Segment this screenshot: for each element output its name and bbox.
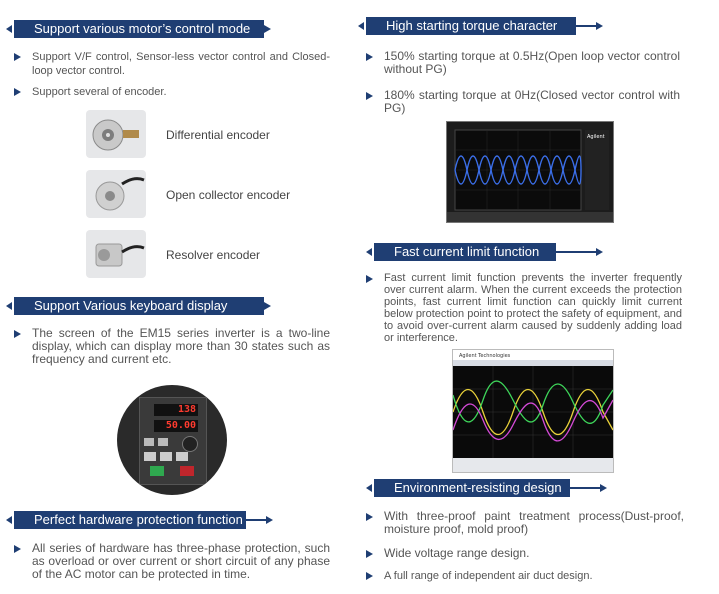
bullet-icon: [366, 275, 373, 283]
bullet-icon: [366, 550, 373, 558]
header-tip-icon: [266, 516, 273, 524]
section-title: Support Various keyboard display: [14, 297, 264, 315]
list-item: Support V/F control, Sensor-less vector control and Closed-loop vector control.: [14, 50, 330, 78]
bullet-icon: [366, 513, 373, 521]
header-arrow-icon: [366, 484, 372, 492]
header-arrow-icon: [358, 22, 364, 30]
header-tip-icon: [596, 22, 603, 30]
bullet-icon: [14, 53, 21, 61]
display-line-2: 50.00: [154, 420, 198, 432]
list-item: A full range of independent air duct design.: [366, 569, 684, 583]
section-title: Perfect hardware protection function: [14, 511, 246, 529]
list-item: All series of hardware has three-phase protection, such as overload or over current or short circuit of any phase of the AC motor can be protected in time.: [14, 542, 330, 581]
header-tip-icon: [596, 248, 603, 256]
header-tip-icon: [264, 302, 271, 310]
encoder-label: Differential encoder: [166, 128, 270, 142]
open-collector-encoder-image: [86, 170, 146, 218]
header-tip-icon: [264, 25, 271, 33]
list-item: With three-proof paint treatment process(Dust-proof, moisture proof, mold proof): [366, 510, 684, 536]
section-title: Support various motor’s control mode: [14, 20, 264, 38]
bullet-icon: [14, 88, 21, 96]
list-item: Wide voltage range design.: [366, 547, 684, 560]
header-tip-icon: [600, 484, 607, 492]
current-oscilloscope-screenshot: [452, 349, 614, 473]
bullet-icon: [366, 53, 373, 61]
differential-encoder-image: [86, 110, 146, 158]
scope-brand: Agilent: [587, 134, 605, 140]
list-item: Support several of encoder.: [14, 85, 330, 99]
list-item: Fast current limit function prevents the inverter frequently over current alarm. When the current exceeds the protection points, fast current limit function can quickly limit current below protection point to protect the safety of equipment, and to avoid over-current alarm caused by suddenly adding load or interference.: [366, 272, 682, 344]
torque-oscilloscope-screenshot: [446, 121, 614, 223]
header-arrow-icon: [6, 302, 12, 310]
header-arrow-icon: [6, 25, 12, 33]
section-title: Fast current limit function: [374, 243, 556, 261]
encoder-label: Open collector encoder: [166, 188, 291, 202]
bullet-icon: [14, 330, 21, 338]
list-item: 150% starting torque at 0.5Hz(Open loop vector control without PG): [366, 50, 680, 76]
encoder-label: Resolver encoder: [166, 248, 261, 262]
scope-brand: Agilent Technologies: [459, 353, 511, 359]
list-item: 180% starting torque at 0Hz(Closed vector control with PG): [366, 89, 680, 115]
header-arrow-icon: [6, 516, 12, 524]
bullet-icon: [14, 545, 21, 553]
keypad-photo: [117, 385, 227, 495]
resolver-encoder-image: [86, 230, 146, 278]
header-arrow-icon: [366, 248, 372, 256]
bullet-icon: [366, 572, 373, 580]
section-title: High starting torque character: [366, 17, 576, 35]
bullet-icon: [366, 92, 373, 100]
display-line-1: 138: [154, 404, 198, 416]
section-title: Environment-resisting design: [374, 479, 570, 497]
list-item: The screen of the EM15 series inverter is a two-line display, which can display more than 30 states such as frequency and current etc.: [14, 327, 330, 366]
